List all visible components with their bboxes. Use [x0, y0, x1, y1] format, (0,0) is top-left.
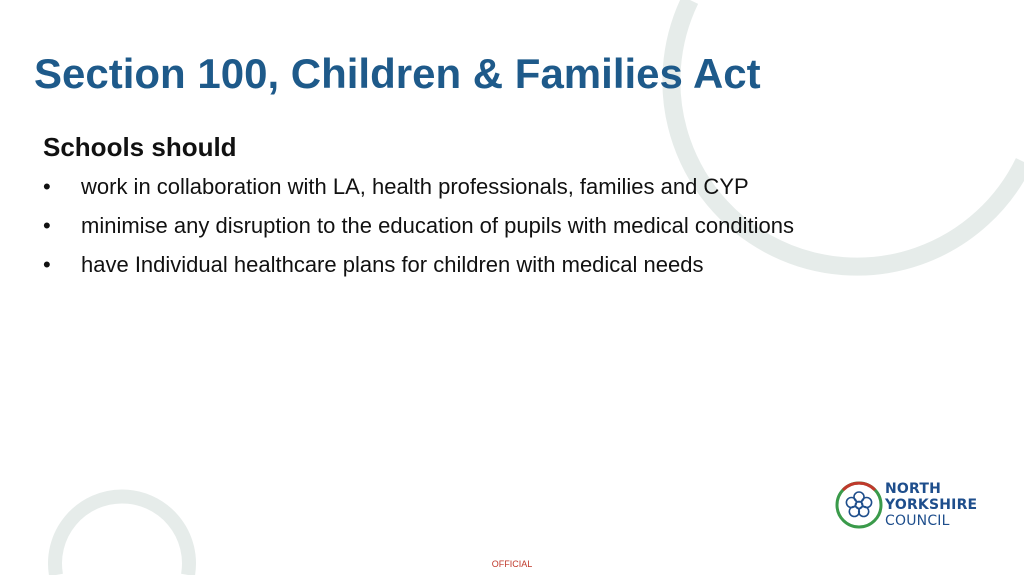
bullet-item — [43, 212, 903, 240]
bullet-item — [43, 173, 903, 201]
logo-wordmark — [885, 481, 977, 529]
bullet-text: have Individual healthcare plans for children with medical needs — [81, 252, 704, 277]
bullet-marker: • — [43, 174, 51, 199]
slide-subheading: Schools should — [43, 132, 237, 162]
bullet-list — [43, 173, 903, 290]
yorkshire-rose-icon — [835, 478, 887, 532]
classification-label: OFFICIAL — [491, 559, 533, 569]
bullet-item — [43, 251, 903, 279]
logo-line-north: NORTH — [885, 481, 942, 497]
bullet-text: minimise any disruption to the education of pupils with medical conditions — [81, 213, 794, 238]
logo-line-council: COUNCIL — [885, 513, 950, 529]
bullet-text: work in collaboration with LA, health professionals, families and CYP — [81, 174, 749, 199]
logo-line-yorkshire: YORKSHIRE — [885, 497, 978, 513]
slide-title: Section 100, Children & Families Act — [34, 50, 761, 97]
north-yorkshire-council-logo — [835, 478, 985, 532]
bullet-marker: • — [43, 252, 51, 277]
bullet-marker: • — [43, 213, 51, 238]
